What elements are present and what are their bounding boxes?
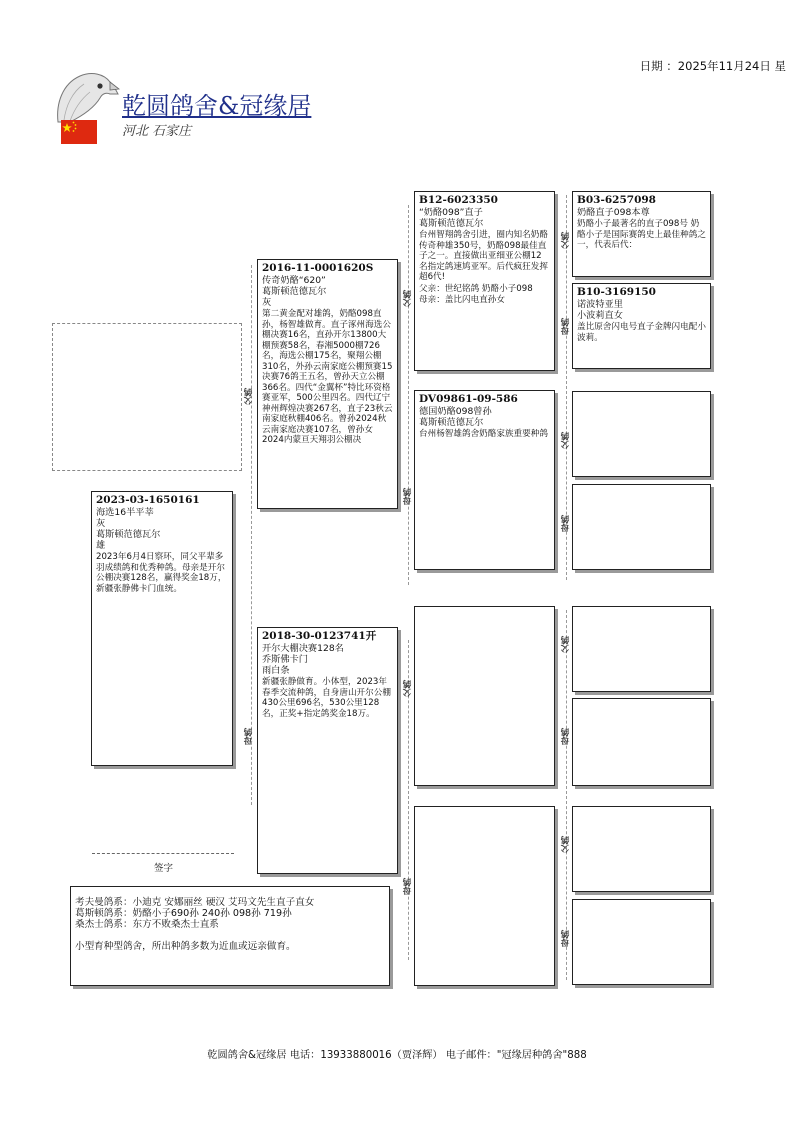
sire-label: 父鸽 bbox=[244, 388, 254, 405]
notes-box bbox=[70, 886, 390, 986]
sd-ring: DV09861-09-586 bbox=[419, 393, 518, 405]
notes-line-4: 小型育种型鸽舍，所出种鸽多数为近血或远亲做育。 bbox=[75, 941, 296, 952]
g3-label-1: 父鸽 bbox=[561, 232, 571, 249]
sire-line-3: 灰 bbox=[262, 297, 272, 308]
sire-card bbox=[257, 259, 398, 509]
ds-dam-label: 母鸽 bbox=[403, 878, 413, 895]
subject-ring: 2023-03-1650161 bbox=[96, 494, 200, 506]
footer-contact: 乾圆鸽舍&冠缘居 电话：13933880016（贾泽辉） 电子邮件："冠缘居种鸽舍"888 bbox=[207, 1050, 587, 1061]
notes-line-3: 桑杰士鸽系：东方不败桑杰士直系 bbox=[75, 919, 219, 930]
ss-note: 台州智翔鸽舍引进，圈内知名奶酪传奇种雄350号，奶酪098最佳直子之一。直接做出亚细亚公棚12名指定鸽速鸠亚军。后代疯狂发挥超6代! bbox=[419, 230, 548, 282]
sds-card bbox=[572, 391, 711, 477]
subject-connector-line bbox=[251, 265, 252, 805]
sd-note: 台州杨智雄鸽舍奶酪家族重要种鸽 bbox=[419, 429, 548, 439]
subject-card bbox=[91, 491, 233, 766]
signature-line bbox=[92, 853, 234, 854]
location: 河北 石家庄 bbox=[122, 124, 192, 139]
g3-label-6: 母鸽 bbox=[561, 728, 571, 745]
g3-label-3: 父鸽 bbox=[561, 432, 571, 449]
ssd-line-1: 诺波特亚里 bbox=[577, 299, 623, 310]
dam-dam-card bbox=[414, 806, 555, 986]
dam-ring: 2018-30-0123741开 bbox=[262, 630, 377, 642]
ss-ring: B12-6023350 bbox=[419, 194, 498, 206]
ss-sire-label: 父鸽 bbox=[403, 290, 413, 307]
ss-dam-line: 母亲：盖比闪电直孙女 bbox=[419, 295, 505, 305]
ddd-card bbox=[572, 899, 711, 985]
notes-line-2: 葛斯顿鸽系：奶酪小子690孙 240孙 098孙 719孙 bbox=[75, 908, 292, 919]
sire-dam-card bbox=[414, 390, 555, 570]
dam-card bbox=[257, 627, 398, 874]
dam-line-3: 雨白条 bbox=[262, 665, 290, 676]
notes-line-1: 考夫曼鸽系：小迪克 安娜丽丝 硬汉 艾玛文先生直子直女 bbox=[75, 897, 315, 908]
sire-sire-card bbox=[414, 191, 555, 371]
sss-note: 奶酪小子最著名的直子098号 奶酪小子是国际赛鸽史上最佳种鸽之一，代表后代： bbox=[577, 219, 706, 250]
subject-note: 2023年6月4日察环，同父平辈多羽成绩鸽和优秀种鸽。母亲是开尔公棚决赛128名，赢得奖金18万，新疆张静佛卡门血统。 bbox=[96, 552, 227, 594]
ssd-note: 盖比原舍闪电号直子金牌闪电配小波莉。 bbox=[577, 322, 706, 343]
sire-connector-line bbox=[408, 205, 409, 585]
sss-line-1: 奶酪直子098本尊 bbox=[577, 207, 650, 218]
sss-ring: B03-6257098 bbox=[577, 194, 656, 206]
g3-label-5: 父鸽 bbox=[561, 636, 571, 653]
loft-name: 乾圆鸽舍&冠缘居 bbox=[122, 92, 312, 120]
dam-line-2: 乔斯佛卡门 bbox=[262, 654, 308, 665]
china-flag-icon bbox=[61, 120, 97, 144]
g3-bottom-connector-line bbox=[566, 610, 567, 980]
sire-note: 第二黄金配对雄鸽，奶酪098直孙，杨智雄做育。直子涿州海选公棚决赛16名，直孙开尔13800大棚预赛58名，春湘5000棚726名，海选公棚175名，聚翔公棚310名，外孙云南家庭公棚预赛15决赛76鸽王五名，曾孙天立公棚366名。四代“金翼杯”特比环资格赛亚军，500公里四名。四代辽宁神州辉煌决赛267名，直子23秋云南家庭秋棚406名。曾孙2024秋云南家庭决赛107名，曾孙女2024内蒙亘天翔羽公棚决 bbox=[262, 309, 393, 445]
subject-line-1: 海选16半平莘 bbox=[96, 507, 154, 518]
sire-line-1: 传奇奶酪“620” bbox=[262, 275, 326, 286]
subject-line-4: 雄 bbox=[96, 540, 106, 551]
dsd-card bbox=[572, 698, 711, 786]
g3-label-4: 母鸽 bbox=[561, 515, 571, 532]
dss-card bbox=[572, 606, 711, 692]
g3-label-2: 母鸽 bbox=[561, 318, 571, 335]
sd-line-1: 德国奶酪098曾孙 bbox=[419, 406, 492, 417]
dam-sire-card bbox=[414, 606, 555, 786]
ds-sire-label: 父鸽 bbox=[403, 680, 413, 697]
ss-line-1: “奶酪098”直子 bbox=[419, 207, 483, 218]
dam-note: 新疆张静做育。小体型，2023年春季交流种鸽，自身唐山开尔公棚430公里696名，530公里128名，正奖+指定鸽奖金18万。 bbox=[262, 677, 391, 719]
pigeon-head-logo bbox=[52, 66, 120, 124]
sss-card bbox=[572, 191, 711, 277]
sdd-card bbox=[572, 484, 711, 570]
subject-line-3: 葛斯顿范德瓦尔 bbox=[96, 529, 161, 540]
subject-line-2: 灰 bbox=[96, 518, 106, 529]
g3-label-7: 父鸽 bbox=[561, 836, 571, 853]
dam-line-1: 开尔大棚决赛128名 bbox=[262, 643, 344, 654]
ssd-ring: B10-3169150 bbox=[577, 286, 656, 298]
ss-dam-label: 母鸽 bbox=[403, 488, 413, 505]
dds-card bbox=[572, 806, 711, 892]
ss-line-2: 葛斯顿范德瓦尔 bbox=[419, 218, 484, 229]
ss-sire-line: 父亲：世纪铭鸽 奶酪小子098 bbox=[419, 283, 533, 294]
pigeon-photo-placeholder bbox=[52, 323, 242, 471]
sire-ring: 2016-11-0001620S bbox=[262, 262, 374, 274]
g3-label-8: 母鸽 bbox=[561, 930, 571, 947]
print-date: 日期 ：2025年11月24日 星 bbox=[639, 59, 786, 73]
signature-label: 签字 bbox=[154, 863, 174, 874]
sire-line-2: 葛斯顿范德瓦尔 bbox=[262, 286, 327, 297]
dam-label: 母鸽 bbox=[244, 728, 254, 745]
ssd-line-2: 小波莉直女 bbox=[577, 310, 623, 321]
ssd-card bbox=[572, 283, 711, 369]
sd-line-2: 葛斯顿范德瓦尔 bbox=[419, 417, 484, 428]
